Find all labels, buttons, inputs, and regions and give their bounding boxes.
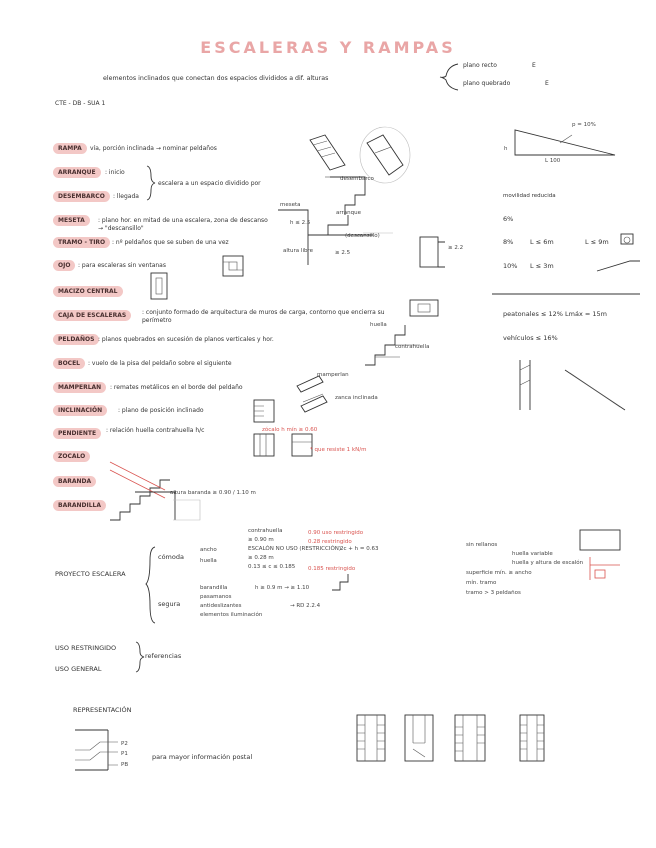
- right-note-2: superficie mín. ≥ ancho: [466, 570, 532, 576]
- stair-plan-2: [405, 715, 433, 761]
- right-note-1: sin rellanos: [466, 542, 498, 548]
- vehicle-ramp-sketches: [515, 355, 635, 415]
- peldanos-sketch: [360, 295, 490, 370]
- comoda-value-3: 0.13 ≤ c ≤ 0.185: [248, 564, 296, 570]
- term-peldanos: PELDAÑOS: [53, 334, 99, 345]
- desembarco-note: escalera a un espacio dividido por: [158, 180, 261, 187]
- rampa-angle: p = 10%: [572, 122, 596, 128]
- term-caja: CAJA DE ESCALERAS: [53, 310, 131, 321]
- comoda-value-1: ≥ 0.90 m: [248, 537, 274, 543]
- desembarco-brace: [146, 164, 156, 202]
- stair-plans: [355, 713, 645, 768]
- def-arranque: : inicio: [105, 169, 125, 176]
- segura-item-1: barandilla: [200, 585, 228, 591]
- red-value-1: 0.90 uso restringido: [308, 530, 364, 536]
- peatonales-note: peatonales ≤ 12% Lmáx = 15m: [503, 310, 607, 318]
- mov-row-3-a: L ≤ 3m: [530, 262, 554, 270]
- term-arranque: ARRANQUE: [53, 167, 101, 178]
- uso-brace: [135, 640, 145, 675]
- comoda-item-1: ancho: [200, 547, 217, 553]
- stair-plan-4: [520, 715, 544, 761]
- rampa-ratio: L 100: [545, 158, 561, 164]
- label-arranque: arranque: [336, 210, 362, 216]
- label-mamperlan: mamperlan: [317, 372, 349, 378]
- label-contrahuella: contrahuella: [395, 344, 430, 350]
- red-note-baranda: * que resiste 1 kN/m: [310, 447, 367, 453]
- right-note-3: mín. tramo: [466, 580, 497, 586]
- intro-suffix-2: E: [545, 80, 549, 87]
- dim-3: ≥ 2.2: [448, 245, 464, 251]
- red-value-2: 0.28 restringido: [308, 539, 352, 545]
- right-note-5: huella variable: [512, 551, 553, 557]
- comoda-item-4: ESCALÓN NO USO (RESTRICCIÓN): [248, 546, 342, 552]
- level-pb: PB: [121, 762, 129, 768]
- label-desembarco: desembarco: [340, 176, 374, 182]
- mov-row-1-pct: 6%: [503, 215, 514, 223]
- right-note-6: huella y altura de escalón: [512, 560, 584, 566]
- term-desembarco: DESEMBARCO: [53, 191, 110, 202]
- representacion-note: para mayor información postal: [152, 753, 253, 761]
- uso-general: USO GENERAL: [55, 665, 102, 673]
- red-note-altura: altura baranda ≥ 0.90 / 1.10 m: [170, 490, 256, 496]
- dim-2: ≥ 2.5: [335, 250, 351, 256]
- elevator-sketch: [415, 232, 455, 277]
- def-rampa: vía, porción inclinada → nominar peldaños: [90, 145, 217, 152]
- def-tramo: : nº peldaños que se suben de una vez: [112, 239, 229, 246]
- term-meseta: MESETA: [53, 215, 90, 226]
- segura-value-2: → RD 2.2.4: [290, 603, 321, 609]
- proyecto-label: PROYECTO ESCALERA: [55, 570, 126, 578]
- mov-row-2-pct: 8%: [503, 238, 514, 246]
- uso-note: referencias: [145, 652, 182, 660]
- page-title: ESCALERAS Y RAMPAS: [200, 38, 456, 57]
- mov-row-2-b: L ≤ 9m: [585, 238, 609, 246]
- red-value-3: 0.185 restringido: [308, 566, 356, 572]
- baranda-stair-sketch: [105, 440, 205, 530]
- intro-brace: [440, 62, 460, 92]
- uso-restringido: USO RESTRINGIDO: [55, 644, 117, 652]
- vehiculos-note: vehículos ≤ 16%: [503, 334, 558, 342]
- comoda-item-3: contrahuella: [248, 528, 283, 534]
- def-desembarco: : llegada: [113, 193, 139, 200]
- red-note-zocalo: zócalo h mín ≥ 0.60: [262, 427, 318, 433]
- right-detail-sketch: [570, 525, 640, 590]
- term-ojo: OJO: [53, 260, 75, 271]
- segura-item-3: antideslizantes: [200, 603, 242, 609]
- label-alt-libre: altura libre: [283, 248, 313, 254]
- def-bocel: : vuelo de la pisa del peldaño sobre el siguiente: [88, 360, 232, 367]
- intro-branch-2: plano quebrado: [463, 80, 511, 87]
- dim-1: h ≤ 2.5: [290, 220, 311, 226]
- segura-item-2: pasamanos: [200, 594, 232, 600]
- term-barandilla: BARANDILLA: [53, 500, 106, 511]
- def-ojo: : para escaleras sin ventanas: [78, 262, 166, 269]
- rampa-h: h: [504, 146, 508, 152]
- def-caja: : conjunto formado de arquitectura de muros de carga, contorno que encierra su perímetro: [142, 309, 385, 324]
- label-meseta: meseta: [280, 202, 301, 208]
- ojo-plan-icon: [222, 255, 246, 279]
- stair-plan-3: [455, 715, 485, 761]
- movilidad-heading: movilidad reducida: [503, 193, 556, 199]
- def-peldanos: : planos quebrados en sucesión de planos verticales y hor.: [98, 336, 274, 343]
- term-pendiente: PENDIENTE: [53, 428, 101, 439]
- def-mamperlan: : remates metálicos en el borde del peldaño: [110, 384, 243, 391]
- intro-suffix-1: E: [532, 62, 536, 69]
- def-meseta: : plano hor. en mitad de una escalera, zona de descanso → "descansillo": [98, 217, 268, 232]
- term-baranda: BARANDA: [53, 476, 96, 487]
- proyecto-comoda: cómoda: [158, 553, 184, 561]
- representacion-heading: REPRESENTACIÓN: [73, 706, 132, 714]
- term-bocel: BOCEL: [53, 358, 85, 369]
- level-p1: P1: [121, 751, 128, 757]
- divider: [492, 292, 642, 296]
- level-p2: P2: [121, 741, 128, 747]
- def-inclinacion: : plano de posición inclinado: [118, 407, 204, 414]
- proyecto-segura: segura: [158, 600, 181, 608]
- term-macizo: MACIZO CENTRAL: [53, 286, 123, 297]
- stair-plan-1: [357, 715, 385, 761]
- term-zocalo: ZOCALO: [53, 451, 90, 462]
- term-mamperlan: MAMPERLAN: [53, 382, 106, 393]
- wheelchair-icon: [620, 233, 636, 247]
- comoda-value-2: ≥ 0.28 m: [248, 555, 274, 561]
- macizo-plan-icon: [150, 272, 170, 302]
- term-tramo: TRAMO - TIRO: [53, 237, 110, 248]
- mov-row-3-pct: 10%: [503, 262, 518, 270]
- label-inclinada: zanca inclinada: [335, 395, 378, 401]
- segura-value-1: h ≥ 0.9 m → ≥ 1.10: [255, 585, 310, 591]
- mov-row-2-a: L ≤ 6m: [530, 238, 554, 246]
- term-rampa: RAMPA: [53, 143, 87, 154]
- def-pendiente: : relación huella contrahuella h/c: [106, 427, 205, 434]
- rampa-triangle: [500, 115, 630, 170]
- comoda-value-4: 2c + h = 0.63: [340, 546, 379, 552]
- label-descansillo: (descansillo): [345, 233, 380, 239]
- intro-text: elementos inclinados que conectan dos espacios divididos a dif. alturas: [103, 75, 329, 82]
- segura-item-4: elementos iluminación: [200, 612, 263, 618]
- right-note-4: tramo > 3 peldaños: [466, 590, 521, 596]
- label-huella: huella: [370, 322, 387, 328]
- ramp-slope-sketch: [595, 255, 645, 275]
- intro-branch-1: plano recto: [463, 62, 497, 69]
- stair-step-icon: [330, 570, 360, 595]
- proyecto-brace: [145, 545, 157, 625]
- code-reference: CTE - DB - SUA 1: [55, 100, 106, 107]
- representacion-section: [70, 720, 130, 780]
- comoda-item-2: huella: [200, 558, 217, 564]
- term-inclinacion: INCLINACIÓN: [53, 405, 107, 416]
